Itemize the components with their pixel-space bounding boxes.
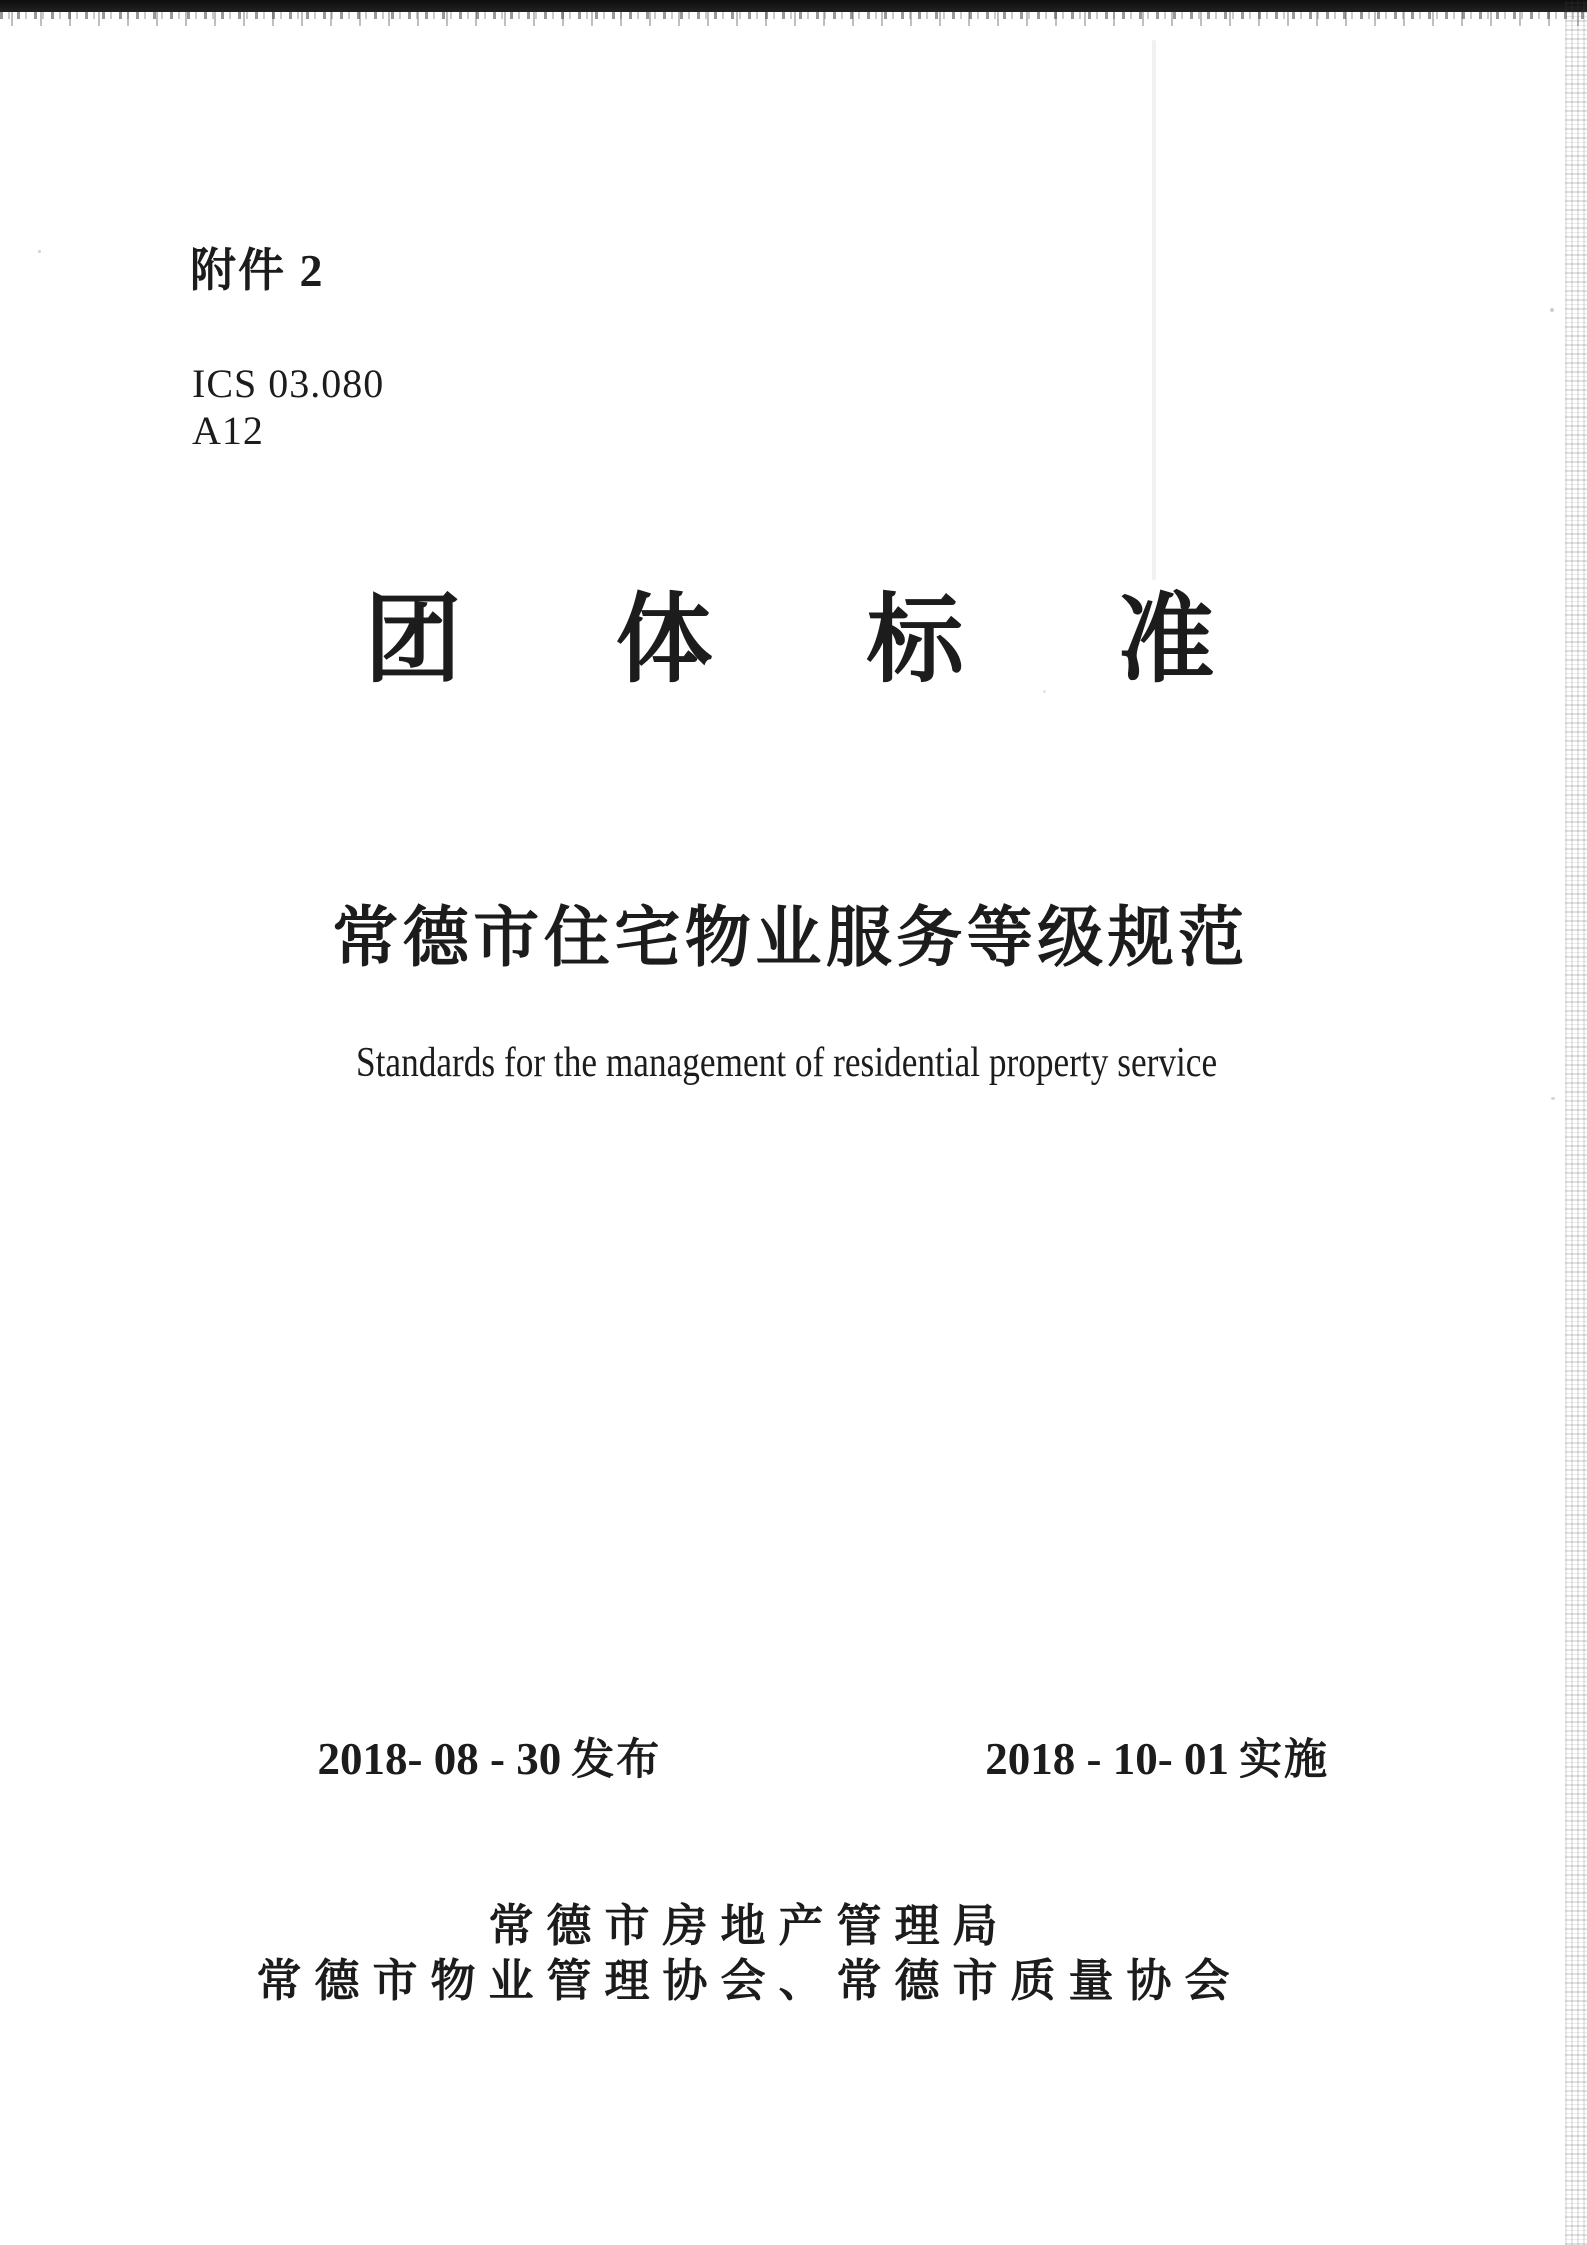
scan-speck bbox=[1551, 1097, 1555, 1100]
classification-code: A12 bbox=[192, 408, 264, 454]
scan-top-edge-artifact bbox=[0, 0, 1587, 12]
scan-speck bbox=[1043, 690, 1046, 693]
standard-name-en-wrap bbox=[0, 1042, 1587, 1084]
publish-date-label: 发布 bbox=[571, 1736, 662, 1784]
title-char: 团 bbox=[364, 587, 462, 694]
implement-date-label: 实施 bbox=[1239, 1736, 1329, 1784]
standard-name-zh: 常德市住宅物业服务等级规范 bbox=[332, 900, 1249, 974]
issuer-line-2: 常德市物业管理协会、常德市质量协会 bbox=[256, 1955, 1243, 2006]
publish-date-item bbox=[250, 1692, 661, 1827]
ics-code: ICS 03.080 bbox=[192, 361, 385, 406]
title-char: 标 bbox=[866, 587, 964, 694]
publish-date: 2018- 08 - 30 bbox=[317, 1734, 562, 1784]
implement-date: 2018 - 10- 01 bbox=[985, 1734, 1229, 1784]
standard-name-en: Standards for the management of residential property service bbox=[355, 1040, 1218, 1086]
attachment-label: 附件 2 bbox=[190, 245, 325, 296]
implement-date-item bbox=[918, 1692, 1329, 1827]
scan-smudge bbox=[1152, 40, 1156, 580]
scan-speck bbox=[38, 250, 41, 253]
title-char: 体 bbox=[615, 587, 713, 694]
ics-code-block bbox=[192, 360, 384, 454]
issuer-line-1: 常德市房地产管理局 bbox=[488, 1900, 1011, 1951]
scan-speck bbox=[1550, 308, 1554, 312]
document-title bbox=[0, 587, 1587, 694]
title-char: 准 bbox=[1117, 587, 1215, 694]
date-row bbox=[0, 1692, 1587, 1784]
